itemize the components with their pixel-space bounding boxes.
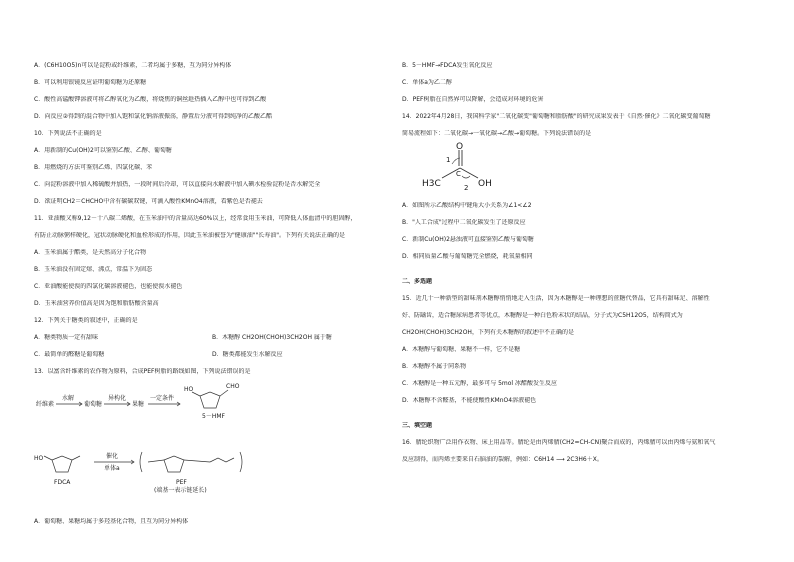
q15-option-a: A．木糖醇与葡萄糖、果糖不一样，它不是糖	[402, 346, 521, 353]
q14-stem-line1: 14．2022年4月28日，我国科学家"二氧化碳变"葡萄糖和脂肪酸"的研究成果发表于《自然·催化》二氧化碳变葡萄糖	[402, 113, 711, 120]
q14-option-c: C．新制Cu(OH)2悬浊液可直接鉴别乙酸与葡萄糖	[402, 236, 534, 243]
q14-option-a: A．如图所示乙酸结构中键角大小关系为∠1<∠2	[402, 202, 532, 209]
q11-option-a: A．玉米油属于酯类，是天然高分子化合物	[34, 249, 147, 256]
label-monomer-a: 单体a	[104, 465, 120, 472]
hmf-label: 5－HMF	[202, 413, 225, 420]
q13-option-b: B．5－HMF→FDCA发生氧化反应	[402, 62, 493, 69]
q14-stem-line2: 简易流程如下：二氧化碳→一氧化碳→乙酸→葡萄糖。下列说法错误的是	[402, 130, 592, 137]
section-fill-blank: 三、填空题	[402, 422, 433, 429]
q10-option-d: D．欲证明CH2＝CHCHO中含有碳碳双键，可滴入酸性KMnO4溶液，看紫色是否褪去	[34, 198, 263, 205]
q12-option-b: B．木糖醇 CH2OH(CHOH)3CH2OH 属于糖	[212, 334, 332, 341]
struct-o: O	[456, 142, 464, 152]
q11-option-d: D．玉米油营养价值高是因为饱和脂肪酸含量高	[34, 300, 159, 307]
q11-stem-line2: 有防止动脉粥样硬化，冠状动脉硬化和血栓形成的作用，因此玉米油被誉为"健康油""长寿油"。下列有关说法正确的是	[34, 232, 346, 239]
q12-options-row2	[34, 351, 390, 359]
q10-option-b: B．用燃烧的方法可鉴别乙烯、四氯化碳、苯	[34, 164, 153, 171]
label-hydrolysis: 水解	[62, 395, 75, 402]
q10-option-c: C．向淀粉溶液中加入稀硫酸并加热，一段时间后冷却，可以直接向水解液中加入碘水检验淀粉是否水解完全	[34, 181, 321, 188]
q13-option-d: D．PEF树脂在自然界可以降解，会造成对环境的危害	[402, 96, 544, 103]
q12-option-c: C．最简单的醛糖是葡萄糖	[34, 351, 105, 358]
left-column	[34, 62, 390, 526]
pef-label: PEF	[176, 479, 187, 486]
q9-option-c: C．酸性高锰酸钾溶液可将乙醇氧化为乙酸，将烧焦的铜丝趁热插入乙醇中也可得到乙酸	[34, 96, 267, 103]
q12-option-d: D．糖类都能发生水解反应	[212, 351, 283, 358]
q12-option-a: A．糖类物质一定有甜味	[34, 334, 99, 341]
q10-stem: 10．下列说法不正确的是	[34, 130, 102, 137]
scheme-glucose: 葡萄糖	[84, 401, 103, 408]
label-isomerize: 异构化	[108, 395, 127, 402]
q16-stem-line2: 反应制得，而丙烯主要来自石脑油的裂解，例如：C6H14 ⟶ 2C3H6＋X。	[402, 456, 603, 463]
q15-stem-line2: 好、防龋齿，适合糖尿病患者等优点，木糖醇是一种白色粉末状的结晶，分子式为C5H12O5，结构简式为	[402, 312, 683, 319]
label-condition: 一定条件	[150, 395, 175, 402]
q15-stem-line1: 15．近几十一种新型的甜味剂木糖醇悄悄地走入生活，因为木糖醇是一种理想的蔗糖代替品，它具有甜味足、溶解性	[402, 295, 710, 302]
q13-stem: 13．以富含纤维素的农作物为原料，合成PEF树脂的路线如图，下列说法错误的是	[34, 368, 251, 375]
q11-stem-line1: 11．亚油酸又称9,12－十八碳二烯酸，在玉米油中的含量高达60%以上，经常食用玉米油，可降低人体血清中的胆固醇，	[34, 215, 357, 222]
angle-2-arc	[462, 176, 470, 178]
pef-synthesis-scheme	[34, 378, 390, 518]
scheme-cellulose: 纤维素	[36, 401, 55, 408]
struct-c: C	[456, 170, 461, 178]
q14-option-b: B．"人工合成"过程中二氧化碳发生了还原反应	[402, 219, 526, 226]
q14-option-d: D．相同质量乙酸与葡萄糖完全燃烧，耗氧量相同	[402, 253, 533, 260]
acetic-acid-structure	[402, 140, 522, 202]
struct-h3c: H3C	[422, 179, 441, 189]
section-multiple-choice: 二、多选题	[402, 278, 433, 285]
q11-option-c: C．亚油酸能使溴的四氯化碳溶液褪色，也能使溴水褪色	[34, 283, 183, 290]
q11-option-b: B．玉米油没有固定熔、沸点，常温下为固态	[34, 266, 153, 273]
hmf-structure	[192, 390, 228, 408]
q12-stem: 12．下列关于糖类的叙述中，正确的是	[34, 317, 138, 324]
label-catalyst: 催化	[106, 453, 119, 460]
q15-option-b: B．木糖醇不属于同系物	[402, 363, 467, 370]
right-column	[402, 62, 762, 464]
fdca-structure	[44, 456, 80, 472]
q13-option-c: C．单体a为乙二醇	[402, 79, 452, 86]
q12-options-row1	[34, 334, 390, 342]
pef-structure	[140, 452, 242, 472]
angle-1: 1	[446, 156, 451, 164]
q15-option-d: D．木糖醇不含醛基，不能使酸性KMnO4溶液褪色	[402, 397, 537, 404]
pef-note: (端基一表示链延长)	[154, 487, 207, 494]
q13-option-a: A．葡萄糖、果糖均属于多羟基化合物，且互为同分异构体	[34, 518, 189, 525]
q9-option-a: A．(C6H10O5)n可以是淀粉或纤维素，二者均属于多糖，互为同分异构体	[34, 62, 232, 69]
scheme-fructose: 果糖	[132, 401, 145, 408]
q15-stem-line3: CH2OH(CHOH)3CH2OH，下列有关木糖醇的叙述中不正确的是	[402, 329, 574, 336]
hmf-cho: CHO	[226, 383, 240, 390]
angle-2: 2	[464, 184, 469, 192]
struct-oh: OH	[478, 179, 492, 189]
q10-option-a: A．用新制的Cu(OH)2可以鉴别乙酸、乙醇、葡萄糖	[34, 147, 172, 154]
fdca-label: FDCA	[54, 479, 71, 486]
q15-option-c: C．木糖醇是一种五元醇，最多可与 5mol 冰醋酸发生反应	[402, 380, 558, 387]
q9-option-b: B．可以利用银镜反应证明葡萄糖为还原糖	[34, 79, 147, 86]
hmf-ho: HO	[184, 386, 194, 393]
q9-option-d: D．向反应②得到的混合物中加入饱和氯化钠溶液振荡，静置后分液可得到纯净的乙酸乙酯	[34, 113, 273, 120]
fdca-ho: HO	[34, 455, 44, 462]
q16-stem-line1: 16．腈纶织物广泛用作衣物、床上用品等。腈纶是由丙烯腈(CH2=CH-CN)聚合而成的，丙烯腈可以由丙烯与氨和氧气	[402, 439, 716, 446]
